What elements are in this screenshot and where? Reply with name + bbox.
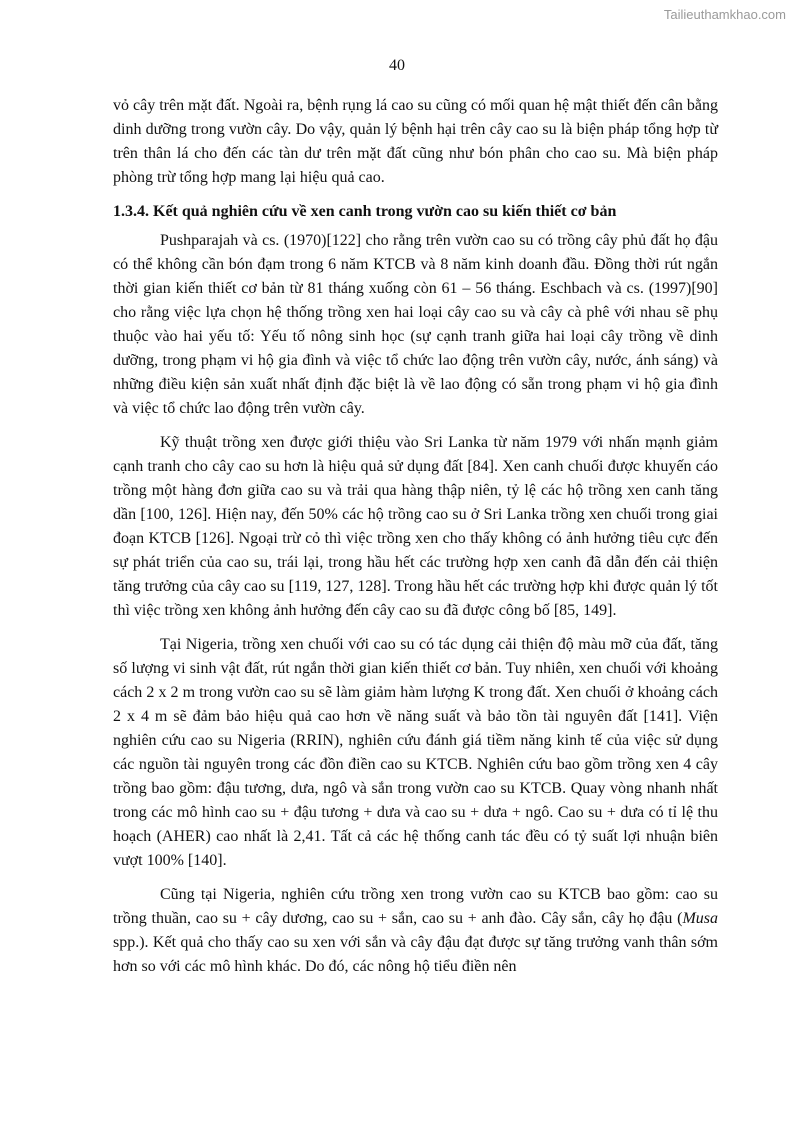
paragraph-nigeria: Tại Nigeria, trồng xen chuối với cao su có tác dụng cải thiện độ màu mỡ của đất, tăng số lượng vi sinh vật đất, rút ngắn thời gian kiến thiết cơ bản. Tuy nhiên, xen chuối với khoảng cách 2 x 2 m trong vườn cao su sẽ làm giảm hàm lượng K trong đất. Xen chuối ở khoảng cách 2 x 4 m sẽ đảm bảo hiệu quả cao hơn về năng suất và bảo tồn tài nguyên đất [141]. Viện nghiên cứu cao su Nigeria (RRIN), nghiên cứu đánh giá tiềm năng kinh tế của việc sử dụng các nguồn tài nguyên trong các đồn điền cao su KTCB. Nghiên cứu bao gồm trồng xen 4 cây trồng bao gồm: đậu tương, dưa, ngô và sắn trong vườn cao su KTCB. Quay vòng nhanh nhất trong các mô hình cao su + đậu tương + dưa và cao su + dưa + ngô. Cao su + dưa có tỉ lệ thu hoạch (AHER) cao nhất là 2,41. Tất cả các hệ thống canh tác đều có tỷ suất lợi nhuận biên vượt 100% [140].: [113, 636, 718, 869]
paragraph-nigeria-2: [113, 883, 718, 979]
paragraph-intro: vỏ cây trên mặt đất. Ngoài ra, bệnh rụng lá cao su cũng có mối quan hệ mật thiết đến cân bằng dinh dưỡng trong vườn cây. Do vậy, quản lý bệnh hại trên cây cao su là biện pháp tổng hợp từ trên thân lá cho đến các tàn dư trên mặt đất cũng như bón phân cho cao su. Mà biện pháp phòng trừ tổng hợp mang lại hiệu quả cao.: [113, 97, 718, 186]
page-number: 40: [389, 57, 405, 74]
paragraph-pushparajah: Pushparajah và cs. (1970)[122] cho rằng trên vườn cao su có trồng cây phủ đất họ đậu có thể không cần bón đạm trong 6 năm KTCB và 8 năm kinh doanh đầu. Đồng thời rút ngắn thời gian kiến thiết cơ bản từ 81 tháng xuống còn 61 – 56 tháng. Eschbach và cs. (1997)[90] cho rằng việc lựa chọn hệ thống trồng xen hai loại cây cao su và cây cà phê với nhau sẽ phụ thuộc vào hai yếu tố: Yếu tố nông sinh học (sự cạnh tranh giữa hai loại cây trồng về dinh dưỡng, trong phạm vi hộ gia đình và việc tổ chức lao động trên vườn cây, nước, ánh sáng) và những điều kiện sản xuất nhất định đặc biệt là về lao động có sẵn trong phạm vi hộ gia đình và việc tổ chức lao động trên vườn cây.: [113, 232, 718, 417]
document-body: [113, 94, 718, 979]
watermark: Tailieuthamkhao.com: [663, 7, 786, 22]
species-name-italic: Musa: [682, 910, 718, 927]
paragraph-sri-lanka: Kỹ thuật trồng xen được giới thiệu vào Sri Lanka từ năm 1979 với nhấn mạnh giảm cạnh tranh cho cây cao su hơn là hiệu quả sử dụng đất [84]. Xen canh chuối được khuyến cáo trồng một hàng đơn giữa cao su và trải qua hàng thập niên, tỷ lệ các hộ trồng xen canh tăng dần [100, 126]. Hiện nay, đến 50% các hộ trồng cao su ở Sri Lanka trồng xen chuối trong giai đoạn KTCB [126]. Ngoại trừ cỏ thì việc trồng xen cho thấy không có ảnh hưởng tiêu cực đến sự phát triển của cao su, trái lại, trong hầu hết các trường hợp xen canh đã dẫn đến cải thiện tăng trưởng của cây cao su [119, 127, 128]. Trong hầu hết các trường hợp khi được quản lý tốt thì việc trồng xen không ảnh hưởng đến cây cao su đã được công bố [85, 149].: [113, 434, 718, 619]
paragraph-nigeria-2-part-b: spp.). Kết quả cho thấy cao su xen với sắn và cây đậu đạt được sự tăng trưởng vanh thân sớm hơn so với các mô hình khác. Do đó, các nông hộ tiểu điền nên: [113, 934, 718, 975]
section-heading: 1.3.4. Kết quả nghiên cứu về xen canh trong vườn cao su kiến thiết cơ bản: [113, 203, 617, 220]
paragraph-nigeria-2-part-a: Cũng tại Nigeria, nghiên cứu trồng xen trong vườn cao su KTCB bao gồm: cao su trồng thuần, cao su + cây dương, cao su + sắn, cao su + anh đào. Cây sắn, cây họ đậu (: [113, 886, 718, 927]
